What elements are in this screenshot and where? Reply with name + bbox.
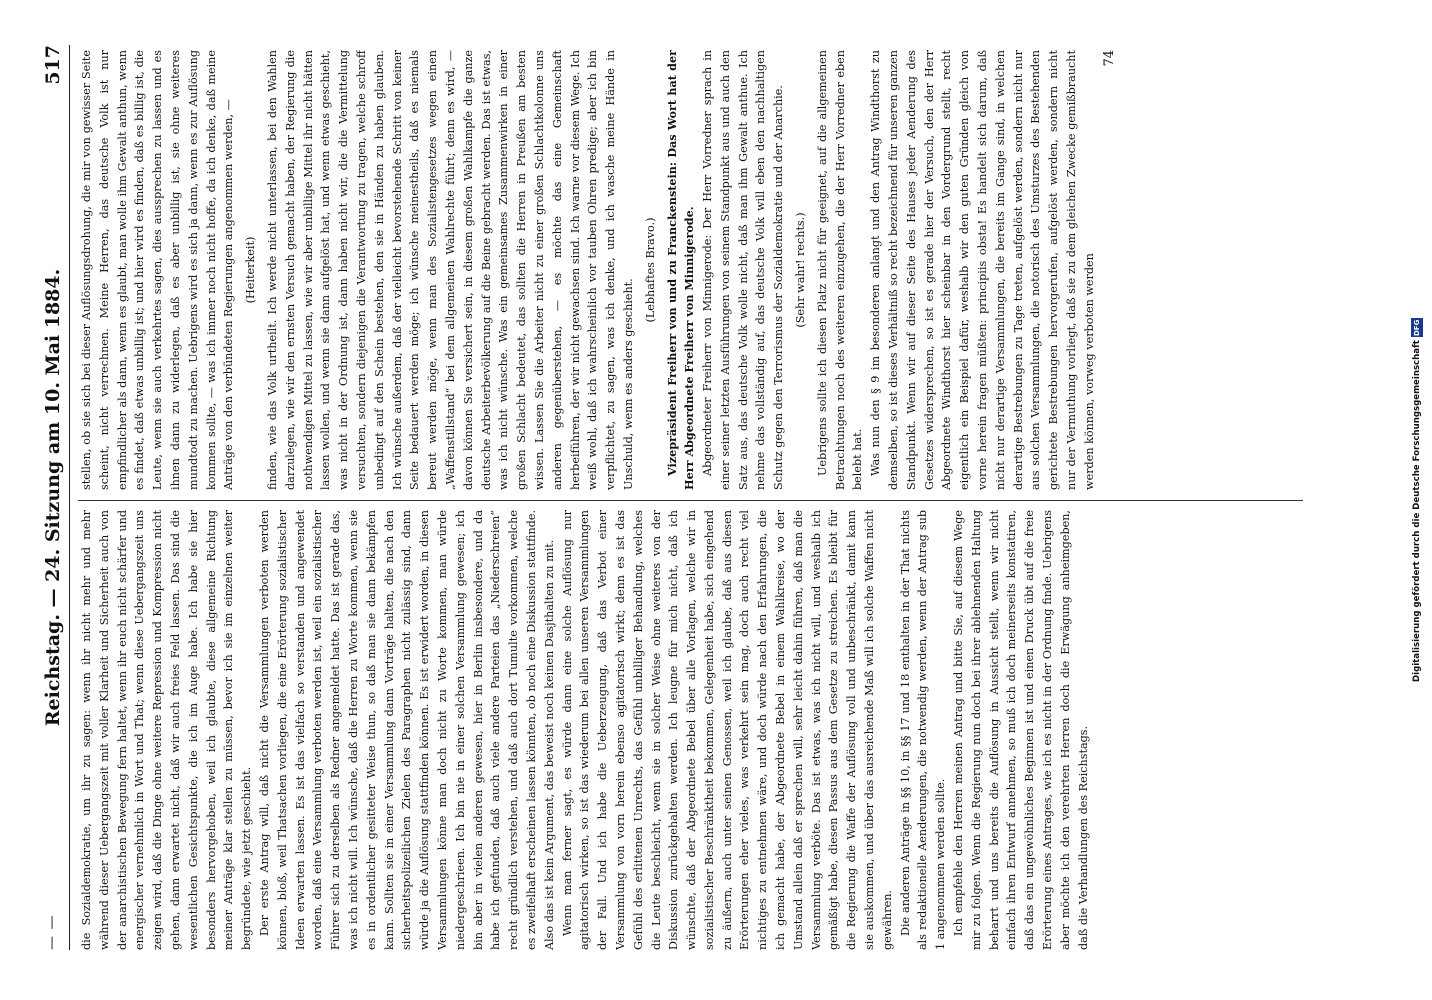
interjection: (Lebhaftes Bravo.)	[643, 217, 657, 323]
left-column	[78, 510, 1303, 950]
paragraph: Uebrigens sollte ich diesen Platz nicht für geeignet, auf die allgemeinen Betrachtungen noch des weiteren einzugehen, die der Herr Vorredner eben belebt hat.	[815, 50, 865, 490]
header-left-mark: — —	[44, 914, 60, 950]
digitization-note	[1411, 30, 1431, 970]
sheet-number: 74	[1101, 50, 1117, 67]
column-divider	[78, 500, 1303, 501]
paragraph: Ich empfehle den Herren meinen Antrag und bitte Sie, auf diesem Wege mir zu folgen. Wenn die Regierung nun doch bei ihrer ablehnenden Haltung beharrt und uns bereits die Auflösung in Aussicht stellt, wenn wir nicht einfach ihren Entwurf annehmen, so muß ich doch meinerseits konstatiren, daß das ein ungewöhnliches Beginnen ist und einen Druck übt auf die freie Erörterung eines Antrages, wie ich es nicht in der Ordnung finde. Uebrigens aber möchte ich den verehrten Herren doch die Erwägung anheimgeben, daß die Verhandlungen des Reichstags.	[952, 510, 1090, 950]
paragraph: Was nun den § 9 im besonderen anlangt und den Antrag Windthorst zu demselben, so ist dieses Verhältniß so recht bezeichnend für unseren ganzen Standpunkt. Wenn wir auf dieser Seite des Hauses jeder Aenderung des Gesetzes widersprechen, so ist es gerade hier der Versuch, den der Herr Abgeordnete Windthorst hier scheinbar in den Vordergrund stellt, recht eigentlich ein Beispiel dafür, weshalb wir den guten Gründen gleich von vorne herein fragen müßten: principiis obsta! Es handelt sich darum, daß nicht nur derartige Versammlungen, die bereits im Gange sind, in welchen derartige Bestrebungen zu Tage treten, aufgelöst werden, sondern nicht nur aus solchen Versammlungen, die notorisch des Umsturzes des Bestehenden gerichtete Bestrebungen hervorgerufen, aufgelöst werden, sondern nicht nur der Vermuthung vorliegt, daß sie zu dem gleichen Zwecke gemißbraucht werden können, vorweg verboten werden	[869, 50, 1096, 490]
paragraph: stellen, ob sie sich bei dieser Auflösungsdrohung, die mir von gewisser Seite scheint, nicht verrechnen. Meine Herren, das deutsche Volk ist nur empfindlicher als dann, wenn es glaubt, man wolle ihm Gewalt anthun, wenn es findet, daß etwas unbillig ist; und hier wird es finden, daß es billig ist, die Leute, wenn sie auch verkehrtes sagen, dies aussprechen zu lassen und es ihnen dann zu widerlegen, daß es aber unbillig ist, sie ohne weiteres mundtodt zu machen. Uebrigens wird es sich ja dann, wenn es zur Auflösung kommen sollte, — was ich immer noch nicht hoffe, da ich denke, daß meine Anträge von den verbündeten Regierungen angenommen werden, —	[80, 50, 236, 490]
page-number: 517	[42, 45, 64, 85]
digitization-text: Digitalisierung gefördert durch die Deutsche Forschungsgemeinschaft	[1412, 339, 1422, 682]
dfg-logo: DFG	[1413, 319, 1421, 336]
paragraph: finden, wie das Volk urtheilt. Ich werde nicht unterlassen, bei den Wahlen darzulegen, wie wir den ernsten Versuch gemacht haben, der Regierung die nothwendigen Mittel zu lassen, wie wir aber unbillige Mittel ihr nicht hätten lassen wollen, und wenn sie dann aufgelöst hat, und wenn etwas geschieht, was nicht in der Ordnung ist, dann haben nicht wir, die die Vermittelung versuchten, sondern diejenigen die Verantwortung zu tragen, welche schroff unbedingt auf den Schein bestehen, den sie in Händen zu haben glauben. Ich wünsche außerdem, daß der vielleicht bevorstehende Schritt von keiner Seite bedauert werden möge; ich wünsche meinestheils, daß es niemals bereut werden möge, wenn man des Sozialistengesetzes wegen einen „Waffenstillstand“ bei dem allgemeinen Wahlrechte führt; denn es wird, — davon können Sie versichert sein, in diesem großen Wahlkampfe die ganze deutsche Arbeiterbevölkerung auf die Beine gebracht werden. Das ist etwas, was ich nicht wünsche. Was ein gemeinsames Zusammenwirken in einer großen Schlacht bedeutet, das sollten die Herren in Preußen am besten wissen. Lassen Sie die Arbeiter nicht zu einer großen Schlachtkolonne uns anderen gegenüberstehen, — es möchte das eine Gemeinschaft herbeiführen, der wir nicht gewachsen sind. Ich warne vor diesem Wege. Ich weiß wohl, daß ich wahrscheinlich vor tauben Ohren predige; aber ich bin verpflichtet, zu sagen, was ich denke, und ich wasche meine Hände in Unschuld, wenn es anders geschieht.	[265, 50, 635, 490]
interjection: (Sehr wahr! rechts.)	[794, 212, 808, 328]
paragraph: Die anderen Anträge in §§ 10, in §§ 17 und 18 enthalten in der That nichts als redaktionelle Aenderungen, die notwendig werden, wenn der Antrag sub 1 angenommen werden sollte.	[898, 510, 948, 950]
page-title: Reichstag. — 24. Sitzung am 10. Mai 1884.	[42, 268, 64, 727]
paragraph: die Sozialdemokratie, um ihr zu sagen: wenn ihr nicht mehr und mehr während dieser Uebergangszeit mit voller Klarheit und Sicherheit auch von der anarchistischen Bewegung fern haltet, wenn ihr euch nicht schärfer und energischer vernehmlich in Wort und That; wenn diese Uebergangszeit uns zeigen wird, daß die Dinge ohne weitere Repression und Kompression nicht gehen, dann erwartet nicht, daß wir auch freies Feld lassen. Das sind die wesentlichen Gesichtspunkte, die ich im Auge habe. Ich habe sie hier besonders hervorgehoben, weil ich glaubte, diese allgemeine Richtung meiner Anträge klar stellen zu müssen, bevor ich sie im einzelnen weiter begründete, wie jetzt geschieht.	[80, 510, 254, 950]
paragraph: Der erste Antrag will, daß nicht die Versammlungen verboten werden können, bloß, weil Thatsachen vorliegen, die eine Erörterung sozialistischer Ideen erwarten lassen. Es ist das vielfach so verstanden und angewendet worden, daß eine Versammlung verboten werden ist, weil ein sozialistischer Führer sich zu derselben als Redner angemeldet hatte. Das ist gerade das, was ich nicht will. Ich wünsche, daß die Herren zu Worte kommen, wenn sie es in ordentlicher gesitteter Weise thun, so daß man sie dann bekämpfen kann. Sollten sie in einer Versammlung dann Vorträge halten, die nach den sicherheitspolizeilichen Zielen des Paragraphen nicht zulässig sind, dann würde ja die Auflösung stattfinden können. Es ist erwidert worden, in diesen Versammlungen könne man doch nicht zu Worte kommen, man würde niedergeschrieen. Ich bin nie in einer solchen Versammlung gewesen; ich bin aber in vielen anderen gewesen, hier in Berlin insbesondere, und da habe ich gefunden, daß auch viele andere Parteien das „Niederschreien“ recht gründlich verstehen, und daß auch dort Tumulte vorkommen, welche es zweifelhaft erscheinen lassen könnten, ob noch eine Diskussion stattfinde. Also das ist kein Argument, das beweist noch keinen Dasjthalten zu mit.	[257, 510, 556, 950]
speaker-intro: Vizepräsident Freiherr von und zu Franckenstein: Das Wort hat der Herr Abgeordnete Freiherr von Minnigerode.	[664, 50, 697, 490]
paragraph: Wenn man ferner sagt, es würde dann eine solche Auflösung nur agitatorisch wirken, so ist das wiederum bei allen unseren Versammlungen der Fall. Und ich habe die Ueberzeugung, daß das Verbot einer Versammlung von vorn herein ebenso agitatorisch wirkt; denn es ist das Gefühl des erlittenen Unrechts, das Gefühl unbilliger Behandlung, welches die Leute beschleicht, wenn sie in solcher Weise ohne weiteres von der Diskussion zurückgehalten werden. Ich leugne für mich nicht, daß ich wünschte, daß der Abgeordnete Bebel über alle Vorlagen, welche wir in sozialistischer Beschränktheit bekommen, Gelegenheit habe, sich eingehend zu äußern, auch unter seinen Genossen, weil ich glaube, daß aus diesen Erörterungen eher vieles, was verkehrt sein mag, doch auch recht viel nichtiges zu entnehmen wäre, und doch würde nach den Erfahrungen, die ich gemacht habe, der Abgeordnete Bebel in einem Wahlkreise, wo der Umstand allein daß er sprechen will, sehr leicht dahin führen, daß man die Versammlung verbötе. Das ist etwas, was ich nicht will, und weshalb ich gemäßigt habe, diesen Passus aus dem Gesetze zu streichen. Es bleibt für die Regierung die Waffe der Auflösung voll und unbeschränkt, damit kann sie auskommen, und über das ausreichende Maß will ich solche Waffen nicht gewähren.	[560, 510, 894, 950]
rotated-page	[26, 5, 1406, 995]
paragraph: Abgeordneter Freiherr von Minnigerode: Der Herr Vorredner sprach in einer seiner letzten Ausführungen von seinem Standpunkt aus und auch den Satz aus, das deutsche Volk wolle nicht, daß man ihm Gewalt anthue. Ich nehme das vollständig auf, das deutsche Volk will eben den nachhaltigen Schutz gegen den Terrorismus der Sozialdemokratie und der Anarchie.	[701, 50, 786, 490]
page-header	[36, 45, 70, 950]
header-rule	[69, 45, 70, 950]
interjection: (Heiterkeit)	[244, 236, 258, 304]
right-column	[78, 50, 1303, 490]
